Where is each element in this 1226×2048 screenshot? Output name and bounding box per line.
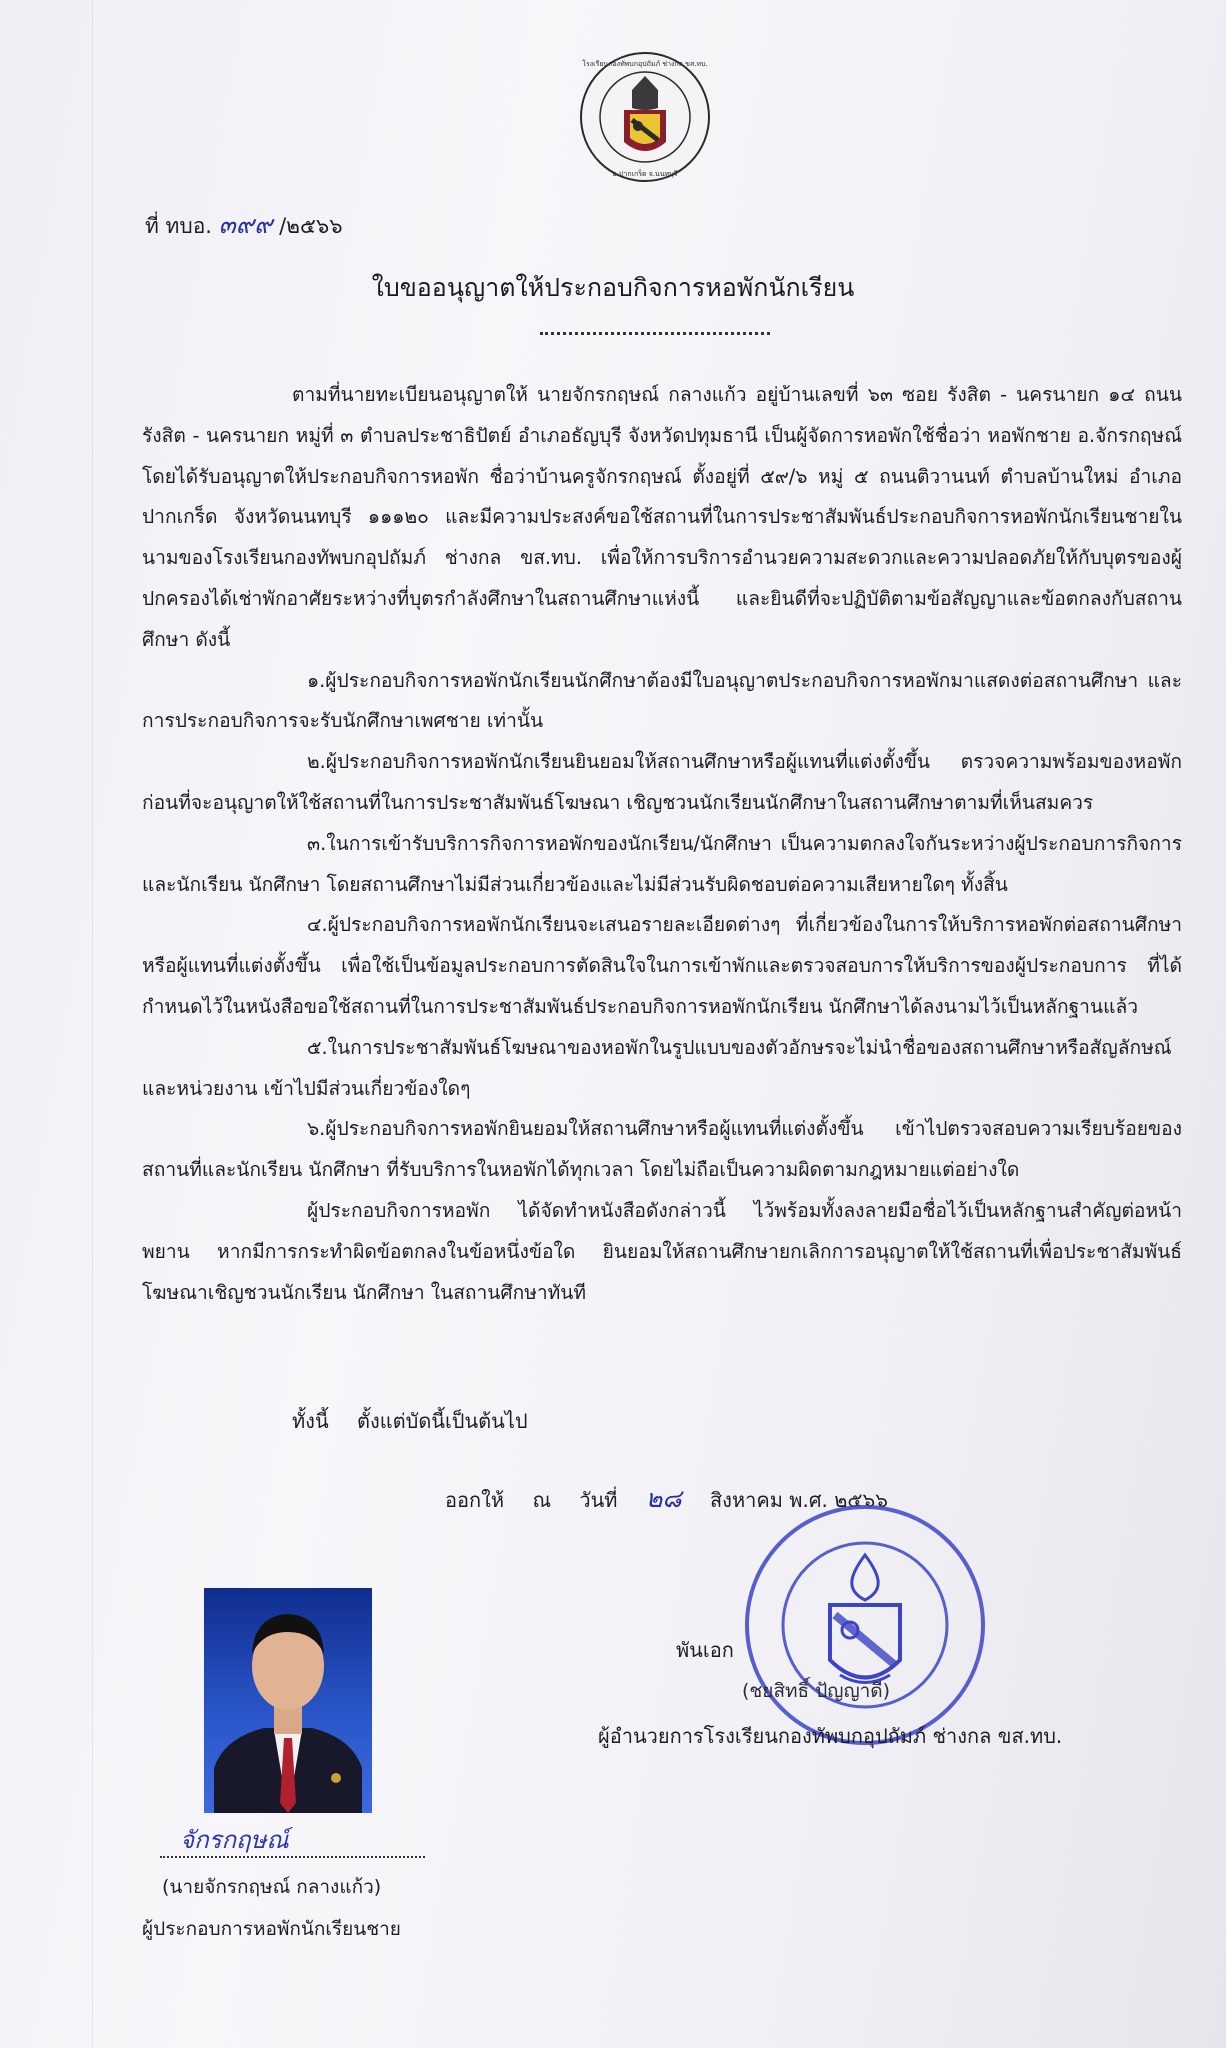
school-stamp-icon [740, 1500, 990, 1750]
condition-item: ๖.ผู้ประกอบกิจการหอพักยินยอมให้สถานศึกษาหรือผู้แทนที่แต่งตั้งขึ้น เข้าไปตรวจสอบความเรียบร้อยของสถานที่และนักเรียน นักศึกษา ที่รับบริการในหอพักได้ทุกเวลา โดยไม่ถือเป็นความผิดตามกฎหมายแต่อย่างใด [142, 1117, 1182, 1182]
condition-item: ๑.ผู้ประกอบกิจการหอพักนักเรียนนักศึกษาต้องมีใบอนุญาตประกอบกิจการหอพักมาแสดงต่อสถานศึกษา และการประกอบกิจการจะรับนักศึกษาเพศชาย เท่านั้น [142, 668, 1182, 733]
owner-signature [180, 1820, 289, 1859]
doc-prefix: ที่ ทบอ. [145, 214, 212, 238]
intro-paragraph: ตามที่นายทะเบียนอนุญาตให้ นายจักรกฤษณ์ กลางแก้ว อยู่บ้านเลขที่ ๖๓ ซอย รังสิต - นครนายก ๑๔ ถนน รังสิต - นครนายก หมู่ที่ ๓ ตำบลประชาธิปัตย์ อำเภอธัญบุรี จังหวัดปทุมธานี เป็นผู้จัดการหอพักใช้ชื่อว่า หอพักชาย อ.จักรกฤษณ์ โดยได้รับอนุญาตให้ประกอบกิจการหอพัก ชื่อว่าบ้านครูจักรกฤษณ์ ตั้งอยู่ที่ ๕๙/๖ หมู่ ๕ ถนนติวานนท์ ตำบลบ้านใหม่ อำเภอปากเกร็ด จังหวัดนนทบุรี ๑๑๑๒๐ และมีความประสงค์ขอใช้สถานที่ในการประชาสัมพันธ์ประกอบกิจการหอพักนักเรียนชายในนามของโรงเรียนกองทัพบกอุปถัมภ์ ช่างกล ขส.ทบ. เพื่อให้การบริการอำนวยความสะดวกและความปลอดภัยให้กับบุตรของผู้ปกครองได้เช่าพักอาศัยระหว่างที่บุตรกำลังศึกษาในสถานศึกษาแห่งนี้ และยินดีที่จะปฏิบัติตามข้อสัญญาและข้อตกลงกับสถานศึกษา ดังนี้ [142, 383, 1182, 651]
day-handwritten: ๒๘ [645, 1484, 682, 1513]
svg-text:โรงเรียนกองทัพบกอุปถัมภ์ ช่างก: โรงเรียนกองทัพบกอุปถัมภ์ ช่างกล ขส.ทบ. [582, 60, 708, 68]
month-year: สิงหาคม พ.ศ. ๒๕๖๖ [709, 1488, 888, 1512]
signature-line [160, 1856, 425, 1858]
owner-position: ผู้ประกอบการหอพักนักเรียนชาย [142, 1918, 401, 1940]
day-label: วันที่ [579, 1488, 618, 1512]
svg-text:อ.ปากเกร็ด จ.นนทบุรี: อ.ปากเกร็ด จ.นนทบุรี [612, 170, 678, 178]
at-label: ณ [532, 1488, 552, 1512]
effective-statement [292, 1405, 550, 1437]
school-seal-icon [578, 50, 712, 184]
owner-photo [204, 1588, 372, 1813]
director-position: ผู้อำนวยการโรงเรียนกองทัพบกอุปถัมภ์ ช่างกล ขส.ทบ. [598, 1724, 1063, 1748]
issued-label: ออกให้ [445, 1488, 505, 1512]
letter-body [142, 375, 1182, 1313]
condition-item: ๒.ผู้ประกอบกิจการหอพักนักเรียนยินยอมให้สถานศึกษาหรือผู้แทนที่แต่งตั้งขึ้น ตรวจความพร้อมของหอพักก่อนที่จะอนุญาตให้ใช้สถานที่ในการประชาสัมพันธ์โฆษณา เชิญชวนนักเรียนนักศึกษาในสถานศึกษาตามที่เห็นสมควร [142, 750, 1182, 814]
doc-year: /๒๕๖๖ [279, 214, 343, 238]
closing-paragraph: ผู้ประกอบกิจการหอพัก ได้จัดทำหนังสือดังกล่าวนี้ ไว้พร้อมทั้งลงลายมือชื่อไว้เป็นหลักฐานสำคัญต่อหน้าพยาน หากมีการกระทำผิดข้อตกลงในข้อหนึ่งข้อใด ยินยอมให้สถานศึกษายกเลิกการอนุญาตให้ใช้สถานที่เพื่อประชาสัมพันธ์โฆษณาเชิญชวนนักเรียน นักศึกษา ในสถานศึกษาทันที [142, 1198, 1182, 1304]
title-underline [540, 332, 770, 335]
owner-portrait-icon [204, 1588, 372, 1813]
doc-number-handwritten: ๓๙๙ [218, 210, 273, 239]
page-title: ใบขออนุญาตให้ประกอบกิจการหอพักนักเรียน [371, 273, 855, 302]
closing-word: ทั้งนี้ [292, 1409, 329, 1433]
condition-item: ๔.ผู้ประกอบกิจการหอพักนักเรียนจะเสนอรายละเอียดต่างๆ ที่เกี่ยวข้องในการให้บริการหอพักต่อสถานศึกษาหรือผู้แทนที่แต่งตั้งขึ้น เพื่อใช้เป็นข้อมูลประกอบการตัดสินใจในการเข้าพักและตรวจสอบการให้บริการของผู้ประกอบการ ที่ได้กำหนดไว้ในหนังสือขอใช้สถานที่ในการประชาสัมพันธ์ประกอบกิจการหอพักนักเรียน นักศึกษาได้ลงนามไว้เป็นหลักฐานแล้ว [142, 913, 1182, 1018]
director-rank: พันเอก [676, 1638, 734, 1662]
signature-text: จักรกฤษณ์ [180, 1826, 289, 1854]
condition-item: ๓.ในการเข้ารับบริการกิจการหอพักของนักเรียน/นักศึกษา เป็นความตกลงใจกันระหว่างผู้ประกอบการกิจการและนักเรียน นักศึกษา โดยสถานศึกษาไม่มีส่วนเกี่ยวข้องและไม่มีส่วนรับผิดชอบต่อความเสียหายใดๆ ทั้งสิ้น [142, 831, 1182, 896]
condition-item: ๕.ในการประชาสัมพันธ์โฆษณาของหอพักในรูปแบบของตัวอักษรจะไม่นำชื่อของสถานศึกษาหรือสัญลักษณ์และหน่วยงาน เข้าไปมีส่วนเกี่ยวข้องใดๆ [142, 1035, 1172, 1100]
closing-phrase: ตั้งแต่บัดนี้เป็นต้นไป [356, 1409, 528, 1433]
document-number [145, 205, 343, 245]
owner-name: (นายจักรกฤษณ์ กลางแก้ว) [162, 1876, 382, 1898]
director-name: (ชยสิทธิ์ ปัญญาดี) [742, 1680, 891, 1702]
